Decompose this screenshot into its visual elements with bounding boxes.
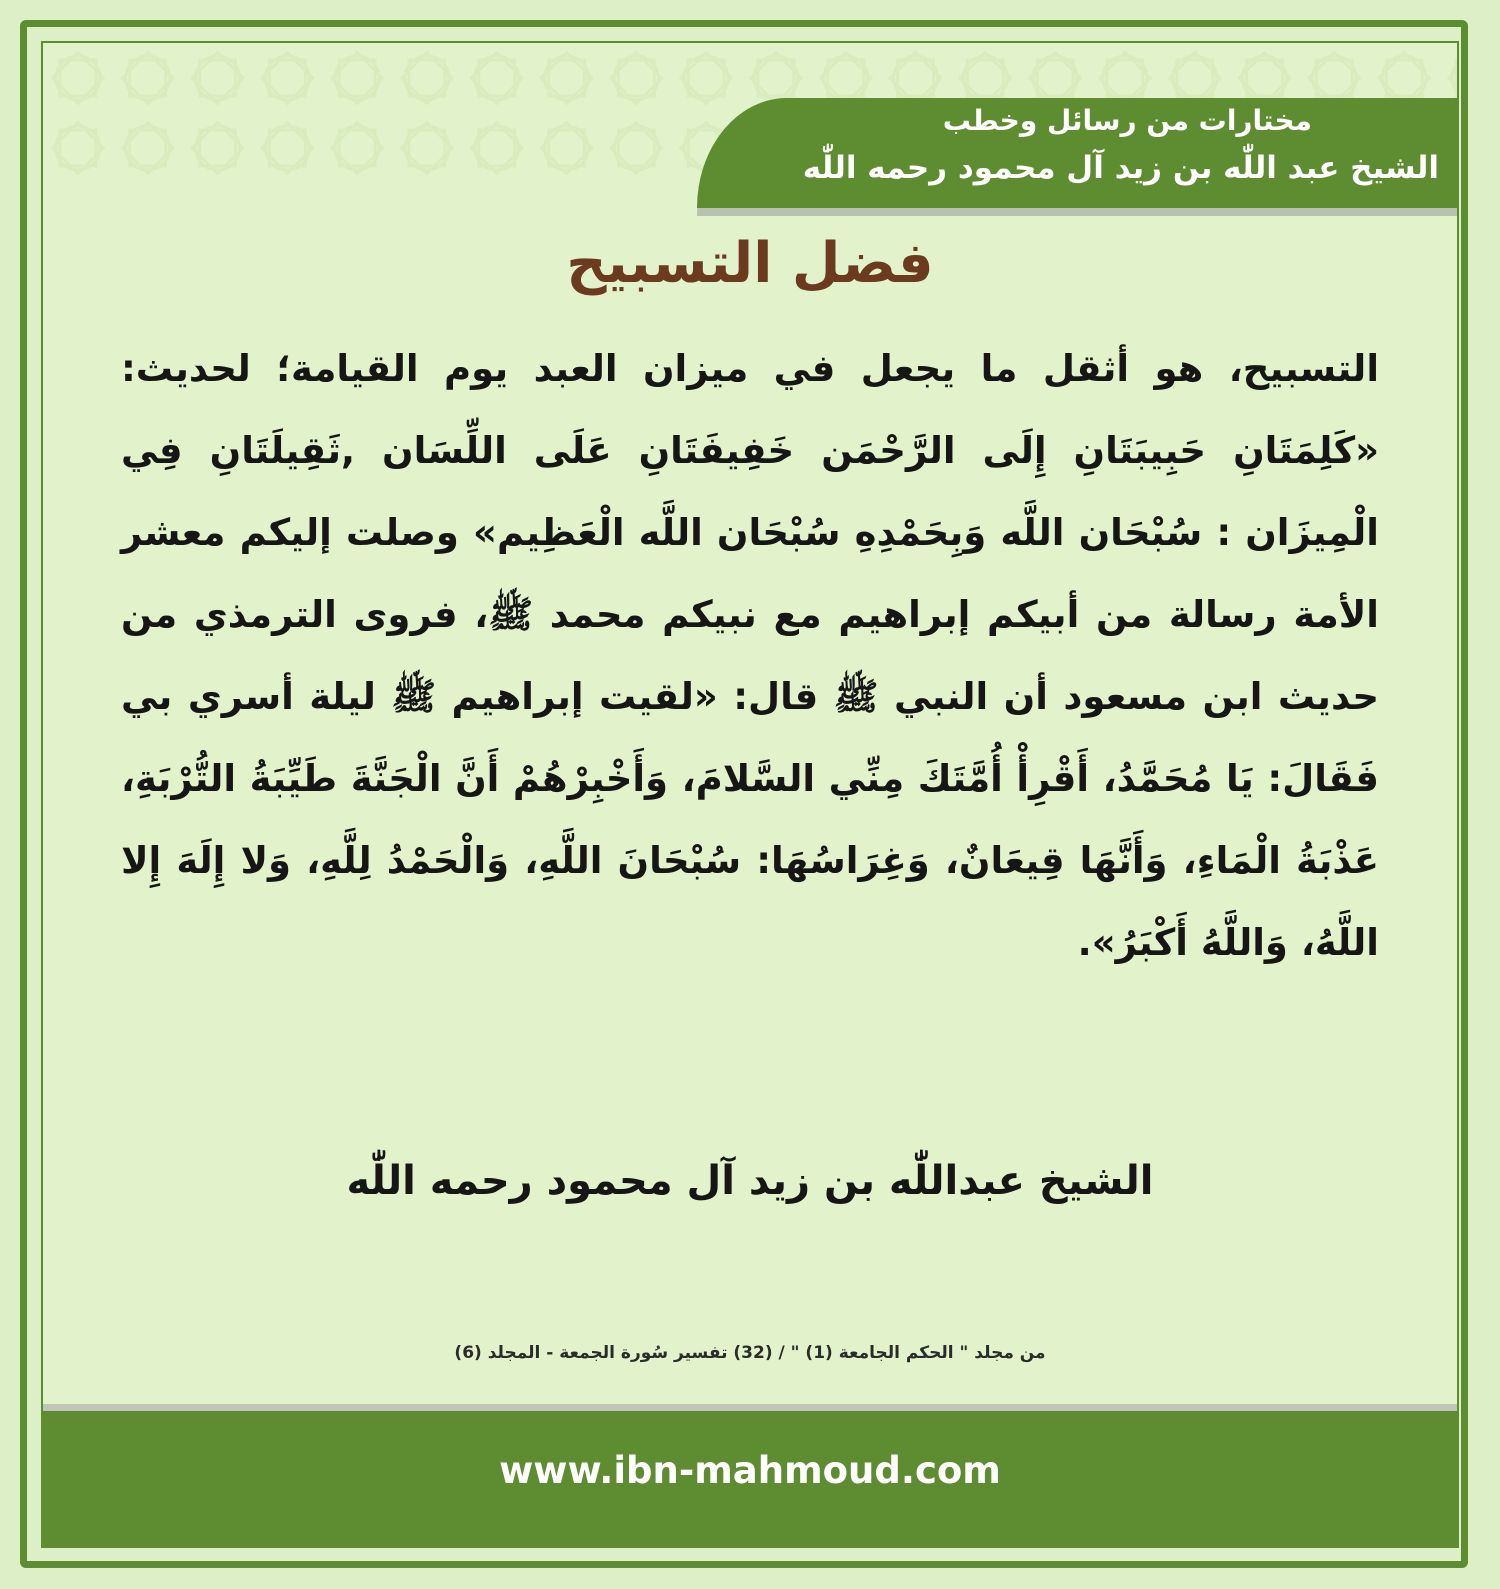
source-citation: من مجلد " الحكم الجامعة (1) " / (32) تفسير سُورة الجمعة - المجلد (6) [454,1343,1046,1363]
header-author: الشيخ عبد اللّٰه بن زيد آل محمود رحمه اللّٰه [802,150,1439,186]
content-panel [41,41,1459,1548]
header-subtitle: مختارات من رسائل وخطب [942,104,1312,137]
website-link[interactable]: www.ibn-mahmoud.com [499,1449,1001,1492]
footer-banner [43,1404,1457,1546]
header-banner [697,98,1457,208]
article-body: التسبيح، هو أثقل ما يجعل في ميزان العبد يوم القيامة؛ لحديث: «كَلِمَتَانِ حَبِيبَتَانِ إِلَى الرَّحْمَن خَفِيفَتَانِ عَلَى اللِّسَان ,ثَقِيلَتَانِ فِي الْمِيزَان : سُبْحَان اللَّه وَبِحَمْدِهِ سُبْحَان اللَّه الْعَظِيم» وصلت إليكم معشر الأمة رسالة من أبيكم إبراهيم مع نبيكم محمد ﷺ، فروى الترمذي من حديث ابن مسعود أن النبي ﷺ قال: «لقيت إبراهيم ﷺ ليلة أسري بي فَقَالَ: يَا مُحَمَّدُ، أَقْرِأْ أُمَّتَكَ مِنِّي السَّلامَ، وَأَخْبِرْهُمْ أَنَّ الْجَنَّةَ طَيِّبَةُ التُّرْبَةِ، عَذْبَةُ الْمَاءِ، وَأَنَّهَا قِيعَانٌ، وَغِرَاسُهَا: سُبْحَانَ اللَّهِ، وَالْحَمْدُ لِلَّهِ، وَلا إِلَهَ إِلا اللَّهُ، وَاللَّهُ أَكْبَرُ». [121,347,1379,964]
author-signature: الشيخ عبداللّٰه بن زيد آل محمود رحمه اللّٰه [346,1158,1154,1204]
page-title: فضل التسبيح [566,231,934,296]
